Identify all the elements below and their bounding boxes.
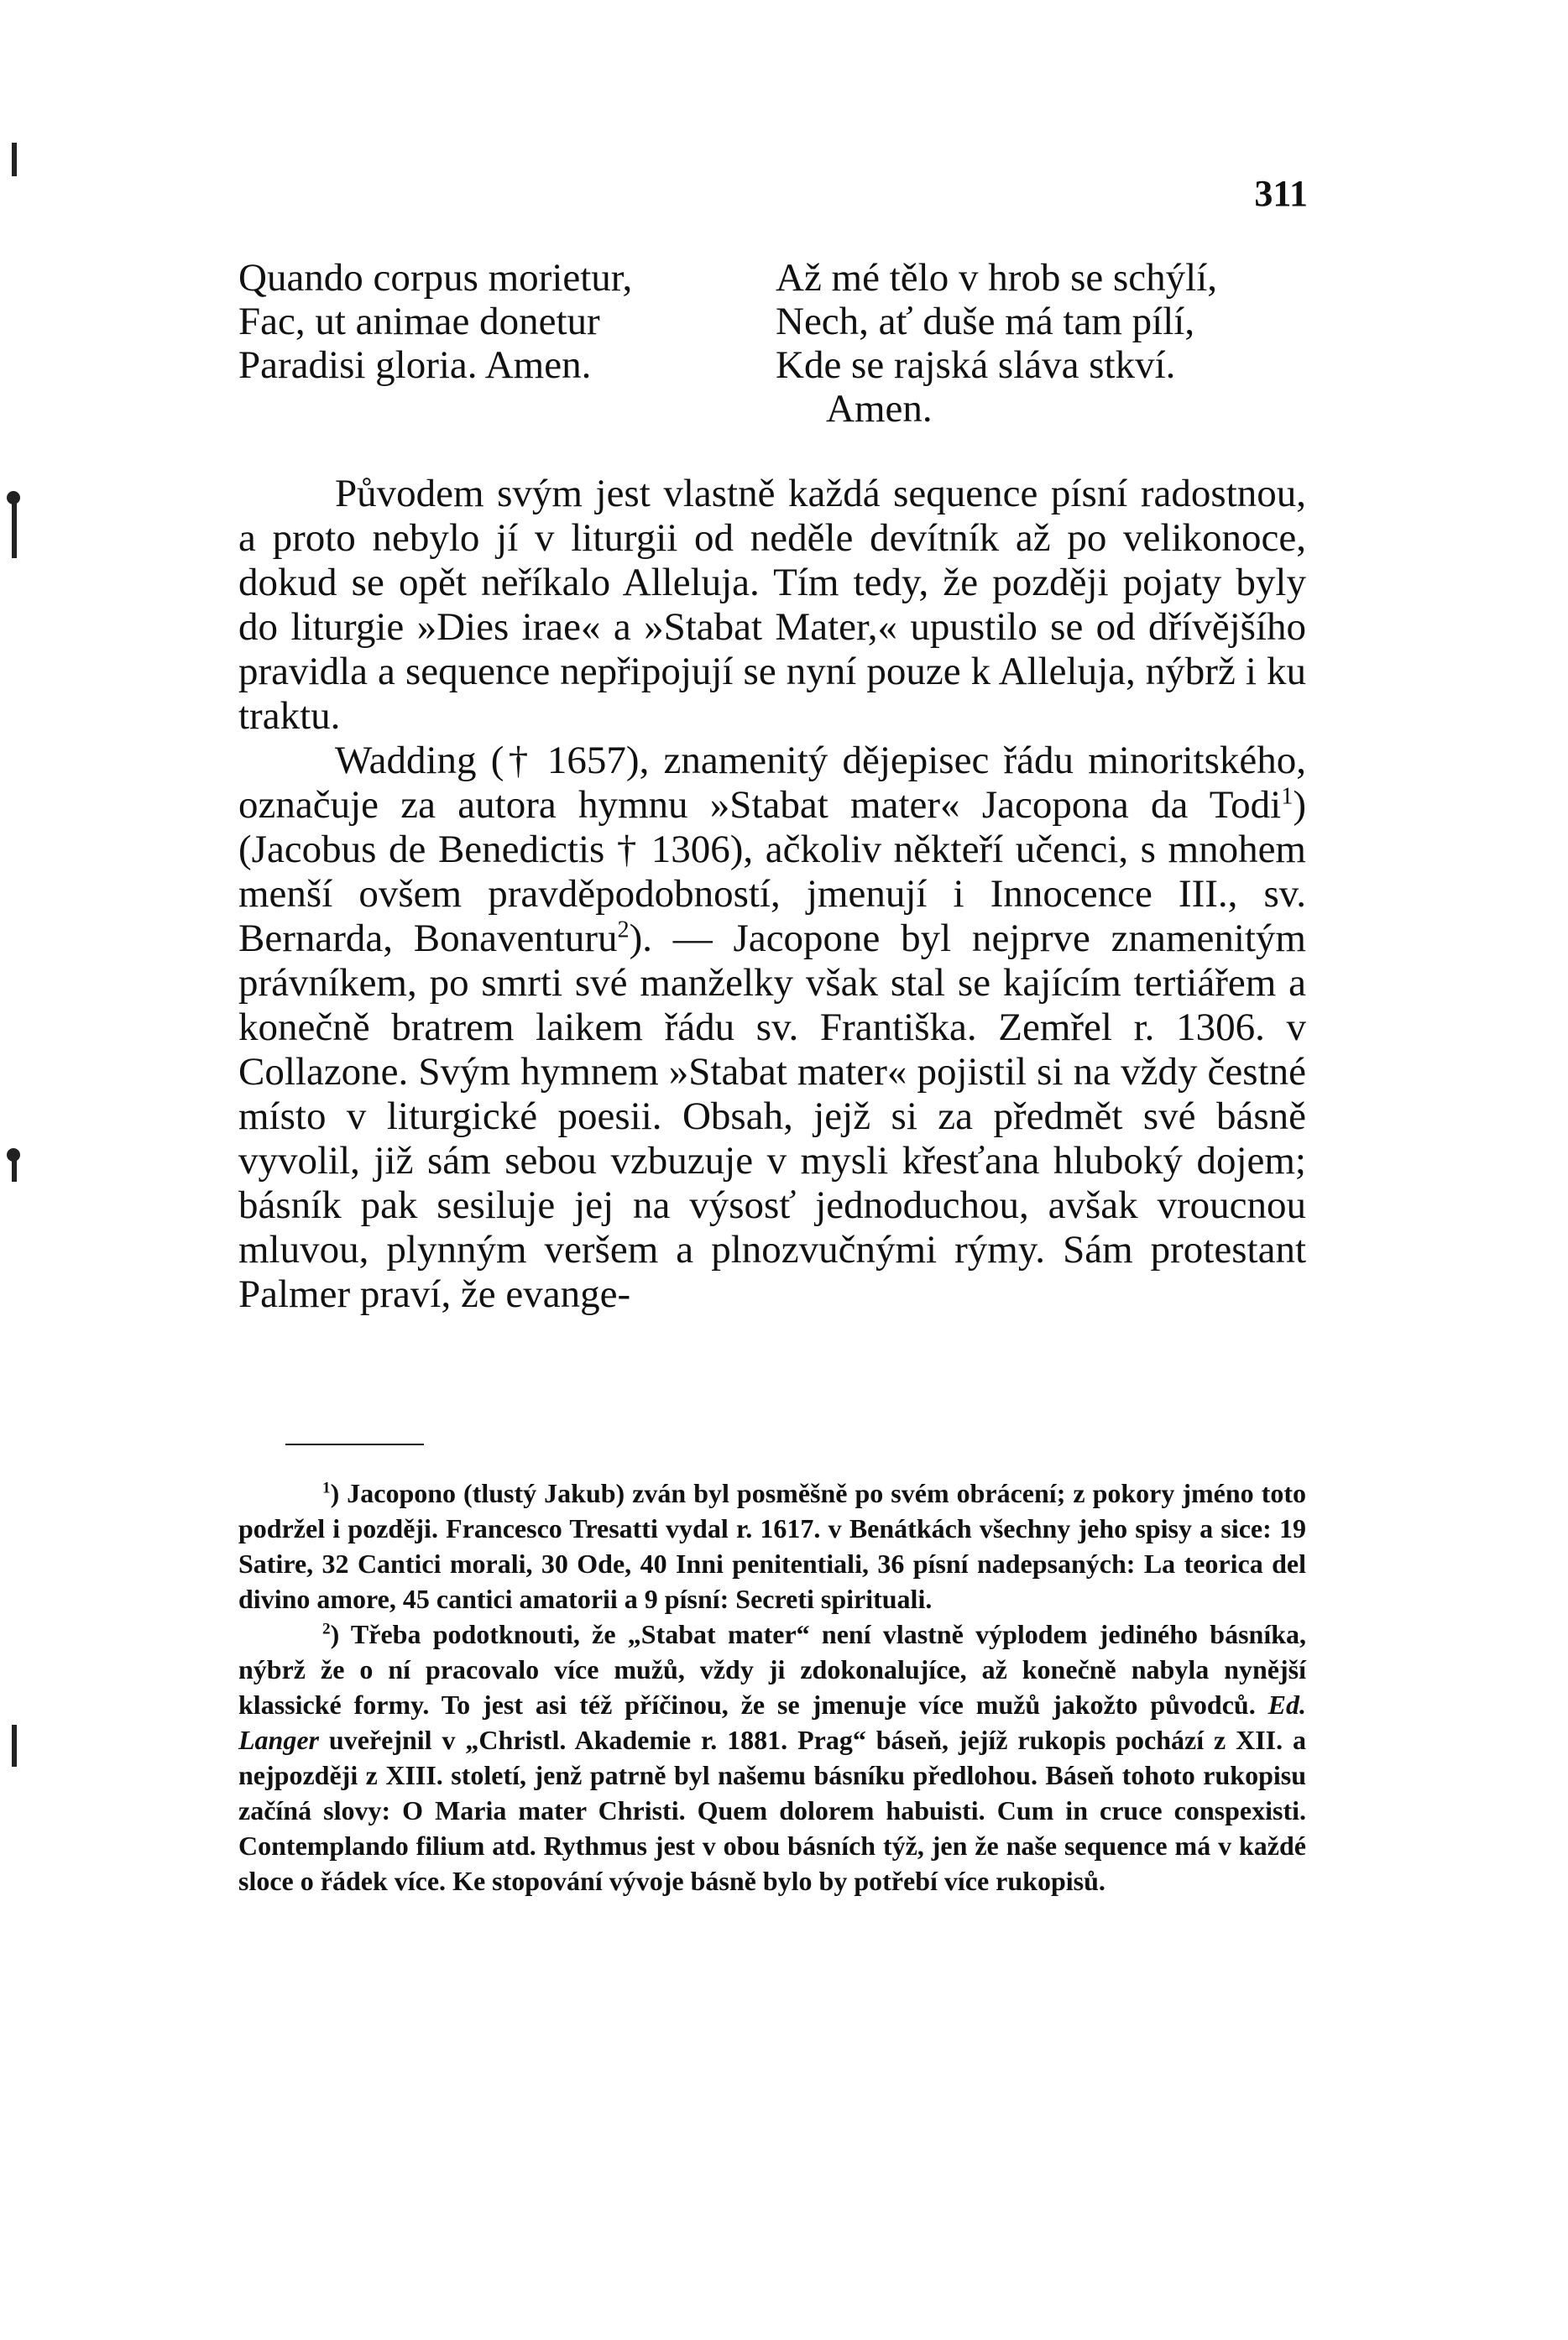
paragraph-text: ). — Jacopone byl nejprve znamenitým právníkem, po smrti své manželky však stal se kajícím tertiářem a konečně bratrem laikem řádu sv. Františka. Zemřel r. 1306. v Collazone. Svým hymnem »Stabat mater« pojistil si na vždy čestné místo v liturgické poesii. Obsah, jejž si za předmět své básně vyvolil, již sám sebou vzbuzuje v mysli křesťana hluboký dojem; básník pak sesiluje jej na výsosť jednoduchou, avšak vroucnou mluvou, plynným veršem a plnozvučnými rýmy. Sám protestant Palmer praví, že evange- <box>238 917 1306 1316</box>
poem-latin-line: Paradisi gloria. Amen. <box>238 343 592 387</box>
footnote-2-text: ) Třeba podotknouti, že „Stabat mater“ není vlastně výplodem jediného básníka, nýbrž že o ní pracovalo více mužů, vždy ji zdokonalujíce, až konečně nabyla nynější klassické formy. To jest asi též příčinou, že se jmenuje více mužů jakožto původců. <box>238 1619 1306 1720</box>
footnotes <box>238 1476 1306 1899</box>
footnote-1 <box>238 1476 1306 1617</box>
paragraph-text: ) (Jacobus de Benedictis † 1306), ačkoliv někteří učenci, s mnohem menší ovšem pravděpodobností, jmenují i Innocence III., sv. Bernarda, Bonaventuru <box>238 783 1306 960</box>
binding-mark-bottom <box>12 1725 17 1767</box>
footnote-2-text: uveřejnil v „Christl. Akademie r. 1881. Prag“ báseň, jejíž rukopis pochází z XII. a nejpozději z XIII. století, jenž patrně byl našemu básníku předlohou. Báseň tohoto rukopisu začíná slovy: O Maria mater Christi. Quem dolorem habuisti. Cum in cruce conspexisti. Contemplando filium atd. Rythmus jest v obou básních týž, jen že naše sequence má v každé sloce o řádek více. Ke stopování vývoje básně bylo by potřebí více rukopisů. <box>238 1725 1307 1896</box>
page-number: 311 <box>1254 173 1308 214</box>
footnote-2-marker: 2 <box>322 1620 331 1638</box>
poem-czech-column <box>776 256 1321 431</box>
poem-czech-line: Nech, ať duše má tam pílí, <box>776 300 1195 343</box>
poem-czech-line: Kde se rajská sláva stkví. <box>776 343 1176 387</box>
poem-latin-line: Quando corpus morietur, <box>238 256 633 300</box>
footnote-2-author: Ed. Langer <box>238 1690 1307 1755</box>
poem-czech-line: Až mé tělo v hrob se schýlí, <box>776 256 1218 300</box>
footnote-ref-1: 1 <box>1281 783 1294 810</box>
binding-mark-top <box>12 143 17 176</box>
paragraph-text: Wadding († 1657), znamenitý dějepisec řádu minoritského, označuje za autora hymnu »Stabat mater« Jacopona da Todi <box>238 739 1306 827</box>
footnote-divider <box>285 1444 424 1445</box>
footnote-1-text: ) Jacopono (tlustý Jakub) zván byl posměšně po svém obrácení; z pokory jméno toto podržel i později. Francesco Tresatti vydal r. 1617. v Benátkách všechny jeho spisy a sice: 19 Satire, 32 Cantici morali, 30 Ode, 40 Inni penitentiali, 36 písní nadepsaných: La teorica del divino amore, 45 cantici amatorii a 9 písní: Secreti spirituali. <box>238 1478 1306 1614</box>
body-text <box>238 472 1306 1317</box>
footnote-2 <box>238 1617 1306 1899</box>
footnote-ref-2: 2 <box>617 917 630 943</box>
poem-latin-column <box>238 256 759 387</box>
poem-czech-amen: Amen. <box>826 387 933 431</box>
footnote-1-marker: 1 <box>322 1479 331 1497</box>
paragraph-wadding <box>238 739 1306 1317</box>
poem-latin-line: Fac, ut animae donetur <box>238 300 600 343</box>
binding-mark-middle <box>12 499 17 558</box>
binding-mark-lower <box>12 1157 17 1182</box>
paragraph-sequence-origin: Původem svým jest vlastně každá sequence písní radostnou, a proto nebylo jí v liturgii od neděle devítník až po velikonoce, dokud se opět neříkalo Alleluja. Tím tedy, že později pojaty byly do liturgie »Dies irae« a »Stabat Mater,« upustilo se od dřívějšího pravidla a sequence nepřipojují se nyní pouze k Alleluja, nýbrž i ku traktu. <box>238 472 1306 738</box>
